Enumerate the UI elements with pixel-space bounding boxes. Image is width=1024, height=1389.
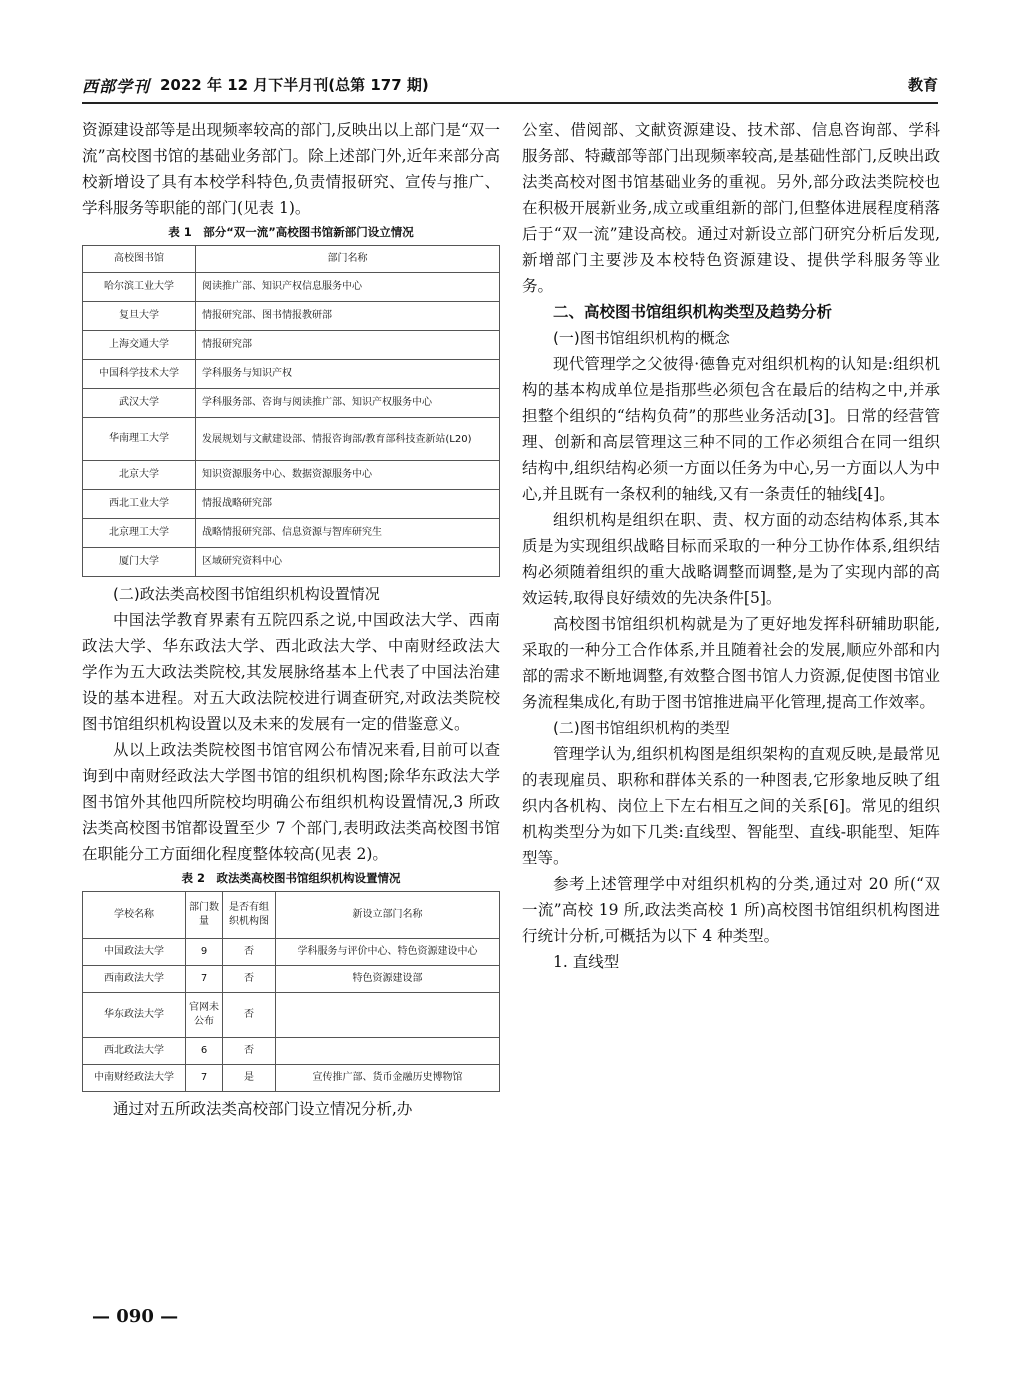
column-header: 部门名称 xyxy=(196,246,500,273)
table-cell: 情报研究部、图书情报教研部 xyxy=(196,302,500,331)
subsection-heading: (二)政法类高校图书馆组织机构设置情况 xyxy=(113,585,380,603)
issue-info: 2022 年 12 月下半月刊(总第 177 期) xyxy=(160,76,429,94)
table-cell: 特色资源建设部 xyxy=(276,966,500,993)
table-cell: 情报战略研究部 xyxy=(196,490,500,519)
table-cell: 复旦大学 xyxy=(83,302,196,331)
table-cell: 官网未公布 xyxy=(186,993,223,1038)
table-cell: 西北工业大学 xyxy=(83,490,196,519)
paragraph: 参考上述管理学中对组织机构的分类,通过对 20 所(“双一流”高校 19 所,政法类高校 1 所)高校图书馆组织机构图进行统计分析,可概括为以下 4 种类型。 xyxy=(522,875,940,945)
paragraph: 高校图书馆组织机构就是为了更好地发挥科研辅助职能,采取的一种分工合作体系,并且随着社会的发展,顺应外部和内部的需求不断地调整,有效整合图书馆人力资源,促使图书馆业务流程集成化,有助于图书馆推进扁平化管理,提高工作效率。 xyxy=(522,615,940,711)
table-cell: 西南政法大学 xyxy=(83,966,186,993)
column-header: 新设立部门名称 xyxy=(276,892,500,939)
paragraph: 中国法学教育界素有五院四系之说,中国政法大学、西南政法大学、华东政法大学、西北政法大学、中南财经政法大学作为五大政法类院校,其发展脉络基本上代表了中国法治建设的基本进程。对五大政法院校进行调查研究,对政法类院校图书馆组织机构设置以及未来的发展有一定的借鉴意义。 xyxy=(82,611,500,733)
column-header: 是否有组织机构图 xyxy=(223,892,276,939)
table-cell: 北京理工大学 xyxy=(83,519,196,548)
table-cell: 7 xyxy=(186,1065,223,1092)
paragraph: 组织机构是组织在职、责、权方面的动态结构体系,其本质是为实现组织战略目标而采取的一种分工协作体系,组织结构必须随着组织的重大战略调整而调整,是为了实现内部的高效运转,取得良好绩效的先决条件[5]。 xyxy=(522,511,940,607)
subsection-heading: (二)图书馆组织机构的类型 xyxy=(553,719,730,737)
table-cell: 否 xyxy=(223,939,276,966)
paragraph: 通过对五所政法类高校部门设立情况分析,办 xyxy=(113,1100,413,1118)
table-cell: 7 xyxy=(186,966,223,993)
table-header-row xyxy=(83,246,500,273)
table-row xyxy=(83,461,500,490)
table-cell: 华南理工大学 xyxy=(83,418,196,461)
table-row xyxy=(83,273,500,302)
table-row xyxy=(83,490,500,519)
table-row xyxy=(83,548,500,577)
table-cell: 是 xyxy=(223,1065,276,1092)
paragraph: 1. 直线型 xyxy=(553,953,620,971)
table-row xyxy=(83,1038,500,1065)
table-cell: 学科服务与知识产权 xyxy=(196,360,500,389)
table-cell: 区域研究资料中心 xyxy=(196,548,500,577)
paragraph: 管理学认为,组织机构图是组织架构的直观反映,是最常见的表现雇员、职称和群体关系的一种图表,它形象地反映了组织内各机构、岗位上下左右相互之间的关系[6]。常见的组织机构类型分为如下几类:直线型、智能型、直线-职能型、矩阵型等。 xyxy=(522,745,940,867)
table-cell: 学科服务与评价中心、特色资源建设中心 xyxy=(276,939,500,966)
table-cell: 情报研究部 xyxy=(196,331,500,360)
table-cell: 否 xyxy=(223,1038,276,1065)
table-header-row xyxy=(83,892,500,939)
journal-logo: 西部学刊 xyxy=(82,77,151,96)
table-2-caption: 表 2 政法类高校图书馆组织机构设置情况 xyxy=(181,871,401,885)
column-header: 学校名称 xyxy=(83,892,186,939)
table-cell: 宣传推广部、货币金融历史博物馆 xyxy=(276,1065,500,1092)
table-cell: 6 xyxy=(186,1038,223,1065)
table-cell: 发展规划与文献建设部、情报咨询部/教育部科技查新站(L20) xyxy=(196,418,500,461)
table-cell: 武汉大学 xyxy=(83,389,196,418)
table-1 xyxy=(82,245,500,577)
page-number: — 090 — xyxy=(92,1306,179,1327)
table-cell: 中国政法大学 xyxy=(83,939,186,966)
paragraph: 资源建设部等是出现频率较高的部门,反映出以上部门是“双一流”高校图书馆的基础业务部门。除上述部门外,近年来部分高校新增设了具有本校学科特色,负责情报研究、宣传与推广、学科服务等职能的部门(见表 1)。 xyxy=(82,121,500,217)
table-row xyxy=(83,389,500,418)
table-cell xyxy=(276,993,500,1038)
left-column xyxy=(82,117,500,1122)
table-cell: 华东政法大学 xyxy=(83,993,186,1038)
subsection-heading: (一)图书馆组织机构的概念 xyxy=(553,329,730,347)
table-cell: 上海交通大学 xyxy=(83,331,196,360)
table-cell xyxy=(276,1038,500,1065)
table-row xyxy=(83,966,500,993)
table-cell: 战略情报研究部、信息资源与智库研究生 xyxy=(196,519,500,548)
table-row xyxy=(83,993,500,1038)
table-cell: 知识资源服务中心、数据资源服务中心 xyxy=(196,461,500,490)
paragraph: 公室、借阅部、文献资源建设、技术部、信息咨询部、学科服务部、特藏部等部门出现频率较高,是基础性部门,反映出政法类高校对图书馆基础业务的重视。另外,部分政法类院校也在积极开展新业务,成立或重组新的部门,但整体进展程度稍落后于“双一流”建设高校。通过对新设立部门研究分析后发现,新增部门主要涉及本校特色资源建设、提供学科服务等业务。 xyxy=(522,121,940,295)
table-cell: 否 xyxy=(223,993,276,1038)
table-row xyxy=(83,302,500,331)
table-cell: 厦门大学 xyxy=(83,548,196,577)
table-row xyxy=(83,331,500,360)
page-header xyxy=(82,72,938,104)
column-header: 高校图书馆 xyxy=(83,246,196,273)
table-row xyxy=(83,1065,500,1092)
section-name: 教育 xyxy=(907,76,938,94)
table-cell: 中南财经政法大学 xyxy=(83,1065,186,1092)
column-header: 部门数量 xyxy=(186,892,223,939)
table-cell: 阅读推广部、知识产权信息服务中心 xyxy=(196,273,500,302)
table-cell: 否 xyxy=(223,966,276,993)
table-cell: 学科服务部、咨询与阅读推广部、知识产权服务中心 xyxy=(196,389,500,418)
table-cell: 西北政法大学 xyxy=(83,1038,186,1065)
table-cell: 中国科学技术大学 xyxy=(83,360,196,389)
table-row xyxy=(83,939,500,966)
paragraph: 现代管理学之父彼得·德鲁克对组织机构的认知是:组织机构的基本构成单位是指那些必须包含在最后的结构之中,并承担整个组织的“结构负荷”的那些业务活动[3]。日常的经营管理、创新和高层管理这三种不同的工作必须组合在同一组织结构中,组织结构必须一方面以任务为中心,另一方面以人为中心,并且既有一条权利的轴线,又有一条责任的轴线[4]。 xyxy=(522,355,940,503)
table-cell: 哈尔滨工业大学 xyxy=(83,273,196,302)
table-cell: 9 xyxy=(186,939,223,966)
table-1-caption: 表 1 部分“双一流”高校图书馆新部门设立情况 xyxy=(168,225,414,239)
table-row xyxy=(83,519,500,548)
section-heading: 二、高校图书馆组织机构类型及趋势分析 xyxy=(553,303,833,321)
table-row xyxy=(83,360,500,389)
table-cell: 北京大学 xyxy=(83,461,196,490)
table-2 xyxy=(82,891,500,1092)
paragraph: 从以上政法类院校图书馆官网公布情况来看,目前可以查询到中南财经政法大学图书馆的组织机构图;除华东政法大学图书馆外其他四所院校均明确公布组织机构设置情况,3 所政法类高校图书馆都设置至少 7 个部门,表明政法类高校图书馆在职能分工方面细化程度整体较高(见表 2)。 xyxy=(82,741,500,863)
right-column xyxy=(522,117,940,975)
table-row xyxy=(83,418,500,461)
